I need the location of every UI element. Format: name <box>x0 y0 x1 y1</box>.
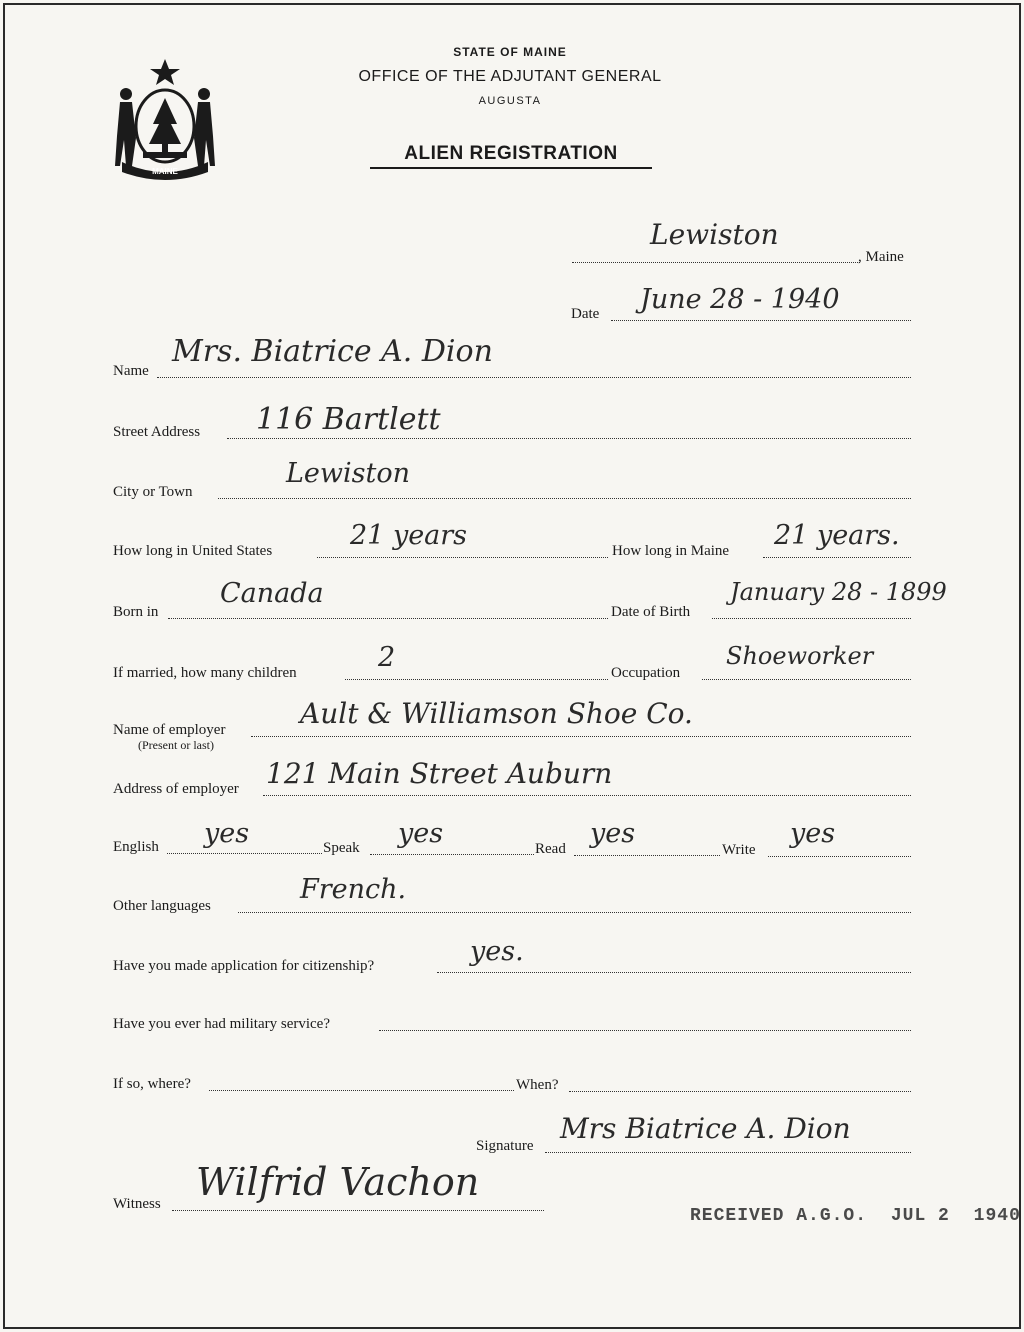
witness-line <box>172 1210 544 1211</box>
military-line <box>379 1030 911 1031</box>
signature-line <box>545 1152 911 1153</box>
read-label: Read <box>535 841 566 857</box>
read-line <box>574 855 720 856</box>
name-label: Name <box>113 363 149 379</box>
city-entry: Lewiston <box>286 458 411 489</box>
write-line <box>768 856 911 857</box>
employer-addr-entry: 121 Main Street Auburn <box>266 757 613 790</box>
place-entry: Lewiston <box>650 218 779 251</box>
witness-entry: Wilfrid Vachon <box>196 1160 480 1204</box>
maine-long-line <box>763 557 911 558</box>
dob-label: Date of Birth <box>611 604 691 620</box>
name-line <box>157 377 911 378</box>
maine-long-label: How long in Maine <box>612 543 730 559</box>
header-office: OFFICE OF THE ADJUTANT GENERAL <box>358 68 662 85</box>
city-label: City or Town <box>113 484 193 500</box>
street-entry: 116 Bartlett <box>256 402 441 437</box>
dob-entry: January 28 - 1899 <box>730 578 947 606</box>
where-line <box>209 1090 514 1091</box>
english-label: English <box>113 839 159 855</box>
place-line <box>572 262 860 263</box>
maine-label: , Maine <box>858 249 904 265</box>
where-label: If so, where? <box>113 1076 191 1092</box>
employer-addr-line <box>263 795 911 796</box>
other-lang-entry: French. <box>300 874 407 905</box>
stamp-date: JUL 2 <box>890 1206 950 1226</box>
military-label: Have you ever had military service? <box>113 1016 330 1032</box>
children-label: If married, how many children <box>113 665 297 681</box>
english-line <box>167 853 322 854</box>
form-title: ALIEN REGISTRATION <box>370 143 652 169</box>
maine-long-entry: 21 years. <box>774 520 900 551</box>
citizenship-label: Have you made application for citizenship? <box>113 958 375 974</box>
born-line <box>168 618 608 619</box>
citizenship-entry: yes. <box>470 936 524 967</box>
occupation-entry: Shoeworker <box>726 642 874 670</box>
employer-addr-label: Address of employer <box>113 781 239 797</box>
born-label: Born in <box>113 604 159 620</box>
date-entry: June 28 - 1940 <box>640 284 840 315</box>
children-entry: 2 <box>378 642 396 673</box>
header-state: STATE OF MAINE <box>453 45 567 59</box>
children-line <box>345 679 608 680</box>
signature-label: Signature <box>476 1138 534 1154</box>
stamp-year: 1940 <box>973 1206 1021 1226</box>
received-stamp <box>690 1206 1024 1226</box>
when-label: When? <box>516 1077 559 1093</box>
employer-label: Name of employer <box>113 722 226 738</box>
signature-entry: Mrs Biatrice A. Dion <box>560 1112 851 1145</box>
city-line <box>218 498 911 499</box>
born-entry: Canada <box>220 578 324 609</box>
occupation-line <box>702 679 911 680</box>
other-lang-label: Other languages <box>113 898 211 914</box>
write-label: Write <box>722 842 756 858</box>
read-entry: yes <box>590 818 636 849</box>
us-entry: 21 years <box>350 520 468 551</box>
header-city: AUGUSTA <box>478 95 542 107</box>
speak-label: Speak <box>323 840 360 856</box>
when-line <box>569 1091 911 1092</box>
speak-entry: yes <box>398 818 444 849</box>
speak-line <box>370 854 534 855</box>
occupation-label: Occupation <box>611 665 681 681</box>
employer-line <box>251 736 911 737</box>
stamp-received: RECEIVED A.G.O. <box>690 1206 868 1226</box>
other-lang-line <box>238 912 911 913</box>
seal-label: MAINE <box>152 167 178 176</box>
employer-entry: Ault & Williamson Shoe Co. <box>300 697 693 730</box>
street-line <box>227 438 911 439</box>
employer-note: (Present or last) <box>138 738 214 752</box>
us-label: How long in United States <box>113 543 273 559</box>
date-line <box>611 320 911 321</box>
citizenship-line <box>437 972 911 973</box>
state-seal-icon <box>112 56 218 182</box>
date-label: Date <box>571 306 600 322</box>
name-entry: Mrs. Biatrice A. Dion <box>172 334 493 369</box>
us-line <box>317 557 608 558</box>
witness-label: Witness <box>113 1196 161 1212</box>
street-label: Street Address <box>113 424 201 440</box>
write-entry: yes <box>790 818 836 849</box>
english-entry: yes <box>204 818 250 849</box>
dob-line <box>712 618 911 619</box>
